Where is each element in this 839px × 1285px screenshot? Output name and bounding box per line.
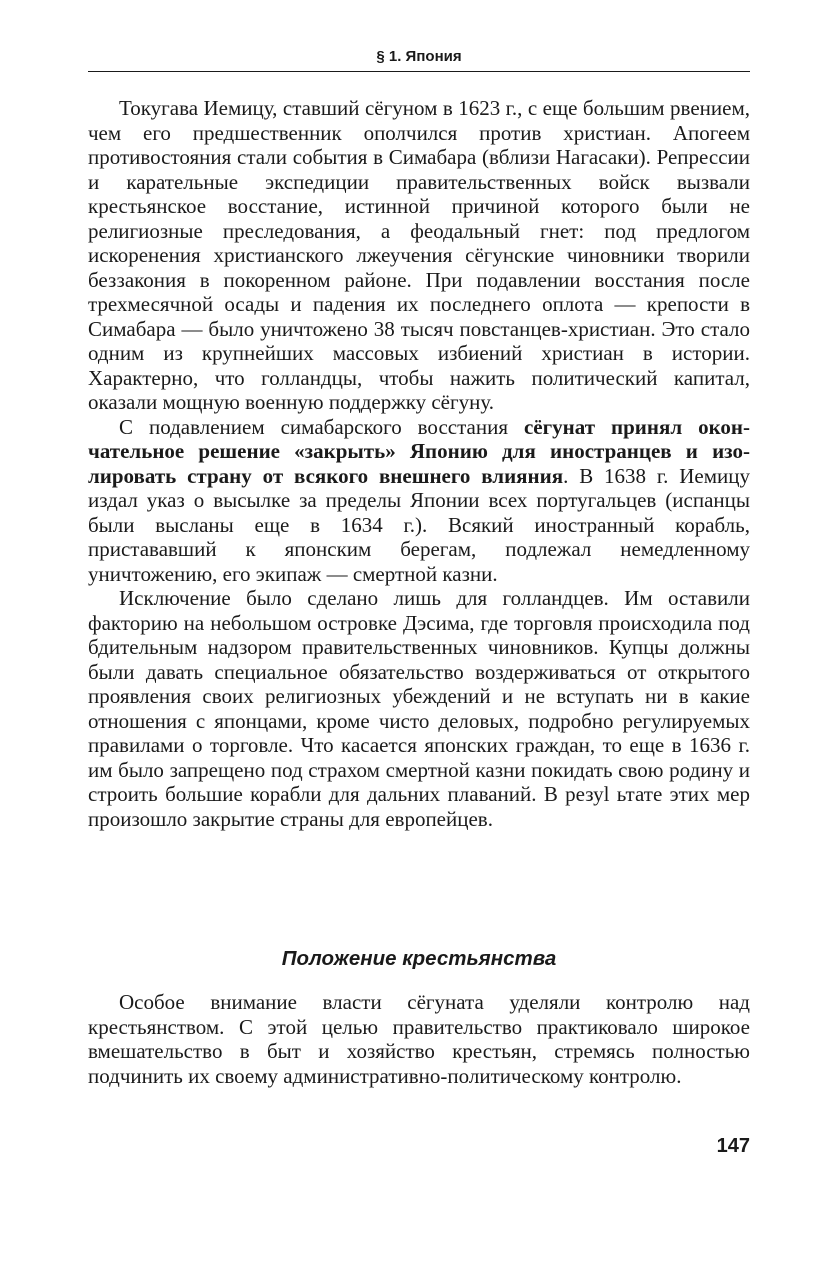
- section-paragraph-1: Особое внимание власти сёгуната уделяли контролю над крестьянством. С этой целью правительство практиковало широкое вмешательство в быт и хозяйство крестьян, стремясь полностью подчинить их своему административно-политическому контролю.: [88, 990, 750, 1088]
- running-head: § 1. Япония: [376, 48, 462, 65]
- paragraph-2: [88, 415, 750, 587]
- header-rule: [88, 71, 750, 72]
- section-text: [88, 990, 750, 1088]
- paragraph-2-end: . В 1638 г. Иемицу издал указ о высылке за пределы Японии всех португальцев (испанцы были высланы еще в 1634 г.). Всякий иностранный корабль, пристававший к японским берегам, подлежал немедленному уничтожению, его экипаж — смертной казни.: [88, 463, 750, 586]
- section-heading: Положение крестьянства: [281, 947, 557, 970]
- paragraph-3: Исключение было сделано лишь для голландцев. Им оставили факторию на небольшом островке Дэсима, где торговля происходила под бдительным надзором правительственных чиновников. Купцы должны были давать специальное обязательство воздерживаться от открытого проявления своих религиозных убеждений и не вступать ни в какие отношения с японцами, кроме чисто деловых, подробно регулируемых правилами о торговле. Что касается японских граждан, то еще в 1636 г. им было запрещено под страхом смертной казни покидать свою родину и строить большие корабли для дальних плаваний. В резуl ьтате этих мер произошло закрытие страны для европейцев.: [88, 586, 750, 831]
- main-text: [88, 96, 750, 831]
- paragraph-2-bold: сёгунат принял окончательное решение «закрыть» Японию для иностранцев и изолировать страну от всякого внешнего влияния: [88, 414, 751, 488]
- paragraph-1: Токугава Иемицу, ставший сёгуном в 1623 г., с еще большим рвением, чем его предшественник ополчился против христиан. Апогеем противостояния стали события в Симабара (вблизи Нагасаки). Репрессии и карательные экспедиции правительственных войск вызвали крестьянское восстание, истинной причиной которого были не религиозные преследования, а феодальный гнет: под предлогом искоренения христианского лжеучения сёгунские чиновники творили беззакония в покоренном районе. При подавлении восстания после трехмесячной осады и падения их последнего оплота — крепости в Симабара — было уничтожено 38 тысяч повстанцев-христиан. Это стало одним из крупнейших массовых избиений христиан в истории. Характерно, что голландцы, чтобы нажить политический капитал, оказали мощную военную поддержку сёгуну.: [88, 96, 750, 414]
- paragraph-2-start: С подавлением симабарского восстания: [119, 414, 524, 439]
- page-number: 147: [716, 1135, 750, 1157]
